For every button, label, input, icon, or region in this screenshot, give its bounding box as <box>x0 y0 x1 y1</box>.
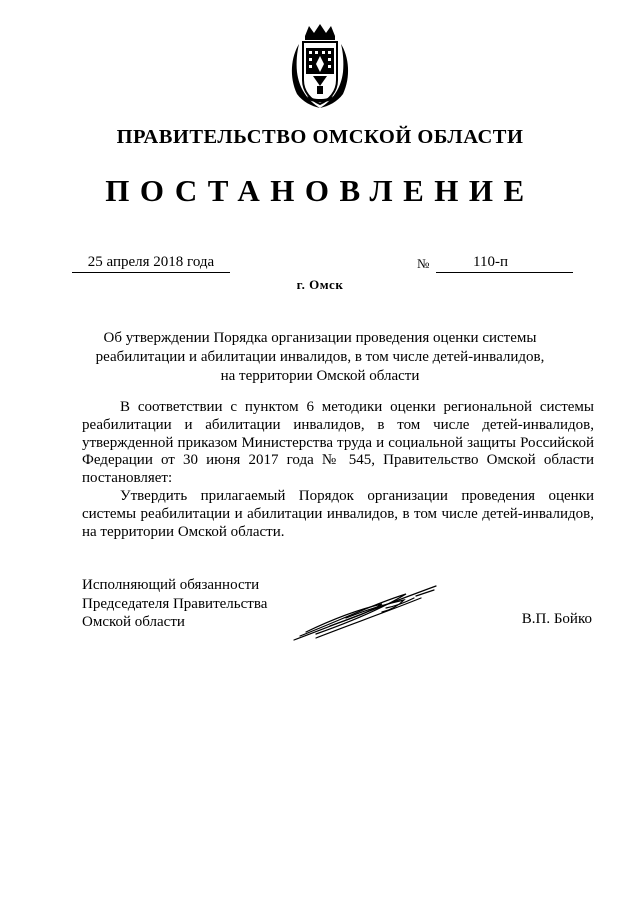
position-line: Омской области <box>82 614 185 630</box>
signer-name: В.П. Бойко <box>521 611 592 627</box>
position-line: Исполняющий обязанности <box>82 577 260 593</box>
handwritten-signature-icon <box>286 578 441 646</box>
subject-line: на территории Омской области <box>220 368 420 384</box>
city: г. Омск <box>296 277 344 292</box>
government-title: ПРАВИТЕЛЬСТВО ОМСКОЙ ОБЛАСТИ <box>116 126 524 148</box>
document-number-line <box>436 254 573 273</box>
document-subject <box>90 329 550 386</box>
document-type-title: ПОСТАНОВЛЕНИЕ <box>105 173 535 208</box>
body-paragraph: Утвердить прилагаемый Порядок организации проведения оценки системы реабилитации и абилитации инвалидов, в том числе детей-инвалидов, на территории Омской области. <box>82 487 594 540</box>
document-number: 110-п <box>473 254 508 270</box>
document-body <box>82 399 594 541</box>
body-paragraph: В соответствии с пунктом 6 методики оценки региональной системы реабилитации и абилитации инвалидов, в том числе детей-инвалидов, утвержденной приказом Министерства труда и социальной защиты Российской Федерации от 30 июня 2017 года № 545, Правительство Омской области постановляет: <box>82 399 594 487</box>
subject-line: Об утверждении Порядка организации проведения оценки системы <box>103 330 537 346</box>
subject-line: реабилитации и абилитации инвалидов, в том числе детей-инвалидов, <box>95 349 545 365</box>
document-date: 25 апреля 2018 года <box>72 254 230 273</box>
number-sign: № <box>417 256 430 271</box>
coat-of-arms-icon <box>283 22 357 110</box>
position-line: Председателя Правительства <box>82 595 268 612</box>
